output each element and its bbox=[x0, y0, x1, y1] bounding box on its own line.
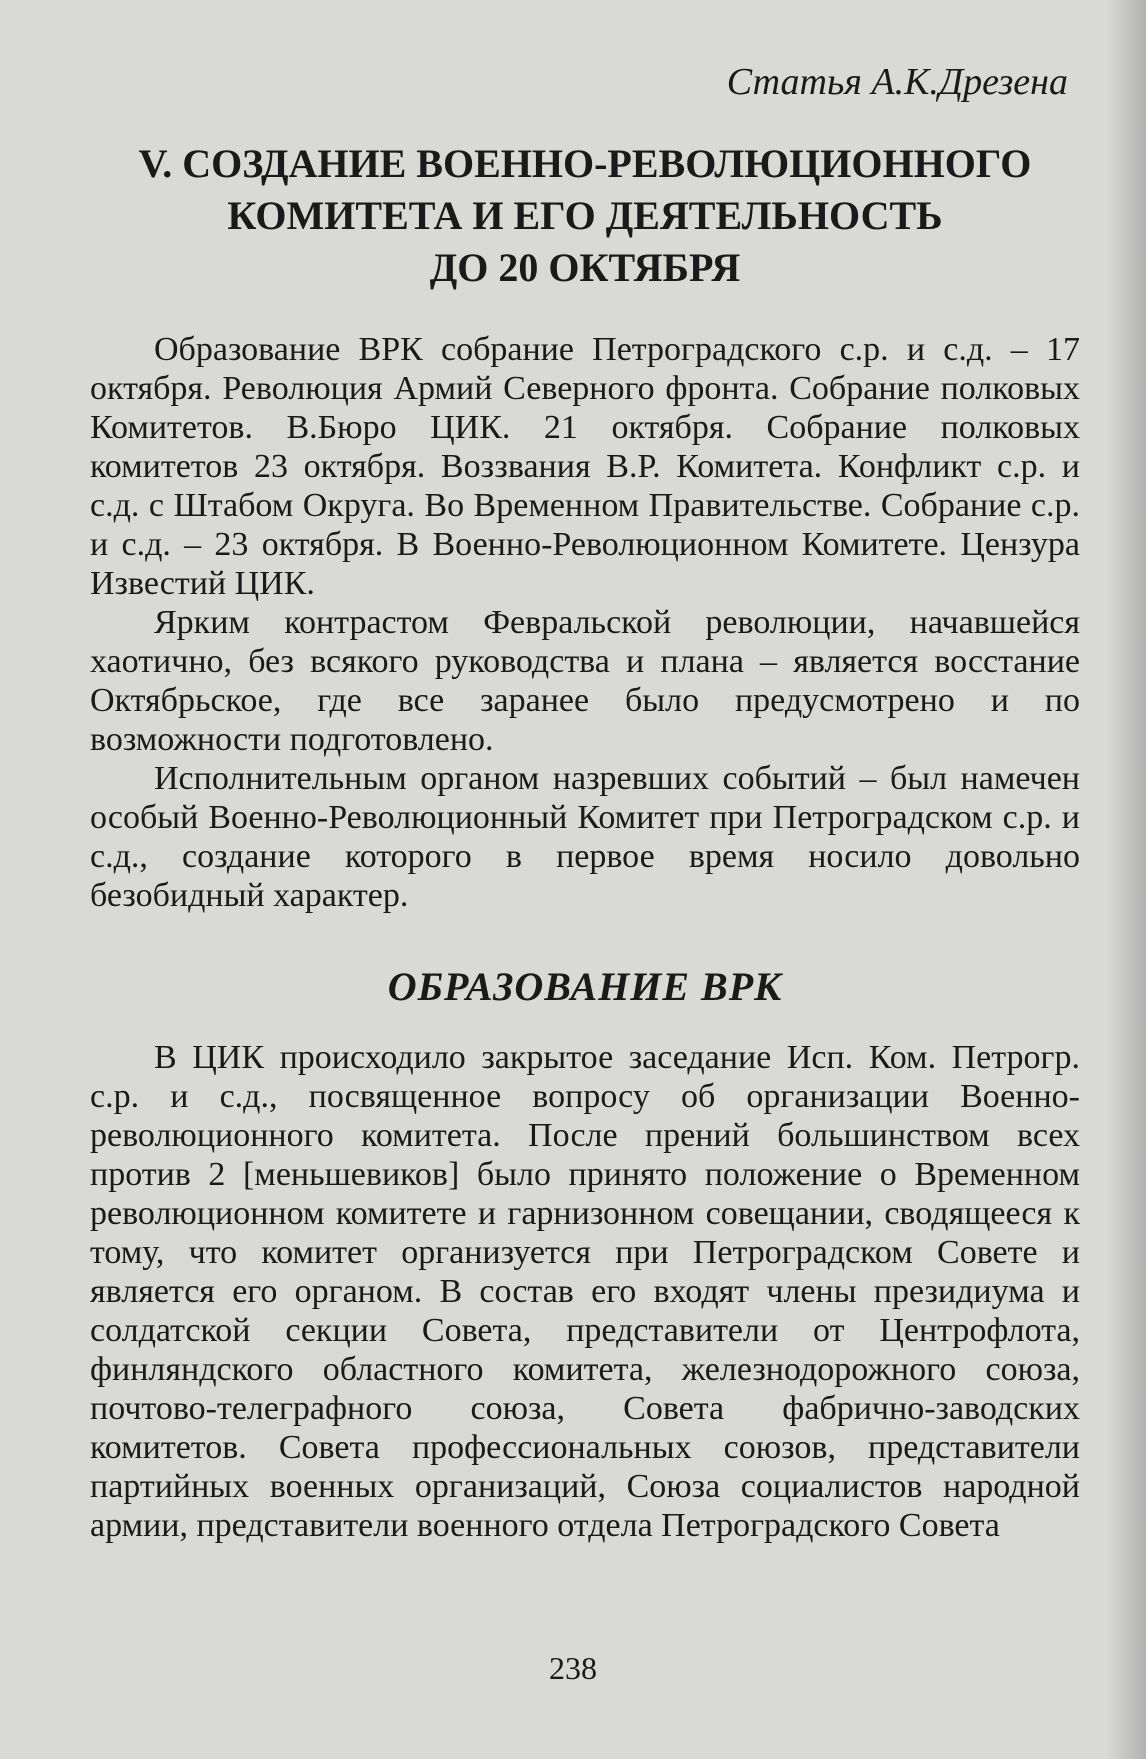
chapter-summary: Образование ВРК собрание Петроградского с.р. и с.д. – 17 октября. Революция Армий Северного фронта. Собрание полковых Комитетов. В.Бюро ЦИК. 21 октября. Собрание полковых комитетов 23 октября. Воззвания В.Р. Комитета. Конфликт с.р. и с.д. с Штабом Округа. Во Временном Правительстве. Собрание с.р. и с.д. – 23 октября. В Военно-Революционном Комитете. Цензура Известий ЦИК. bbox=[90, 331, 1080, 602]
article-author: Статья А.К.Дрезена bbox=[726, 61, 1068, 103]
page-content bbox=[90, 60, 1080, 1545]
chapter-title-line-3: ДО 20 ОКТЯБРЯ bbox=[429, 245, 741, 290]
chapter-title-line-1: V. СОЗДАНИЕ ВОЕННО-РЕВОЛЮЦИОННОГО bbox=[138, 141, 1032, 186]
body-paragraph-2: Исполнительным органом назревших событий – был намечен особый Военно-Революционный Комитет при Петроградском с.р. и с.д., создание которого в первое время носило довольно безобидный характер. bbox=[90, 760, 1080, 914]
chapter-title bbox=[90, 138, 1080, 294]
page-number: 238 bbox=[549, 1650, 597, 1686]
body-paragraph-1: Ярким контрастом Февральской революции, начавшейся хаотично, без всякого руководства и плана – является восстание Октябрьское, где все заранее было предусмотрено и по возможности подготовлено. bbox=[90, 604, 1080, 758]
section-paragraph: В ЦИК происходило закрытое заседание Исп. Ком. Петрогр. с.р. и с.д., посвященное вопросу об организации Военно-революционного комитета. После прений большинством всех против 2 [меньшевиков] было принято положение о Временном революционном комитете и гарнизонном совещании, сводящееся к тому, что комитет организуется при Петроградском Совете и является его органом. В состав его входят члены президиума и солдатской секции Совета, представители от Центрофлота, финляндского областного комитета, железнодорожного союза, почтово-телеграфного союза, Совета фабрично-заводских комитетов. Совета профессиональных союзов, представители партийных военных организаций, Союза социалистов народной армии, представители военного отдела Петроградского Совета bbox=[90, 1039, 1080, 1544]
chapter-title-line-2: КОМИТЕТА И ЕГО ДЕЯТЕЛЬНОСТЬ bbox=[227, 193, 943, 238]
section-heading: ОБРАЗОВАНИЕ ВРК bbox=[387, 964, 783, 1009]
